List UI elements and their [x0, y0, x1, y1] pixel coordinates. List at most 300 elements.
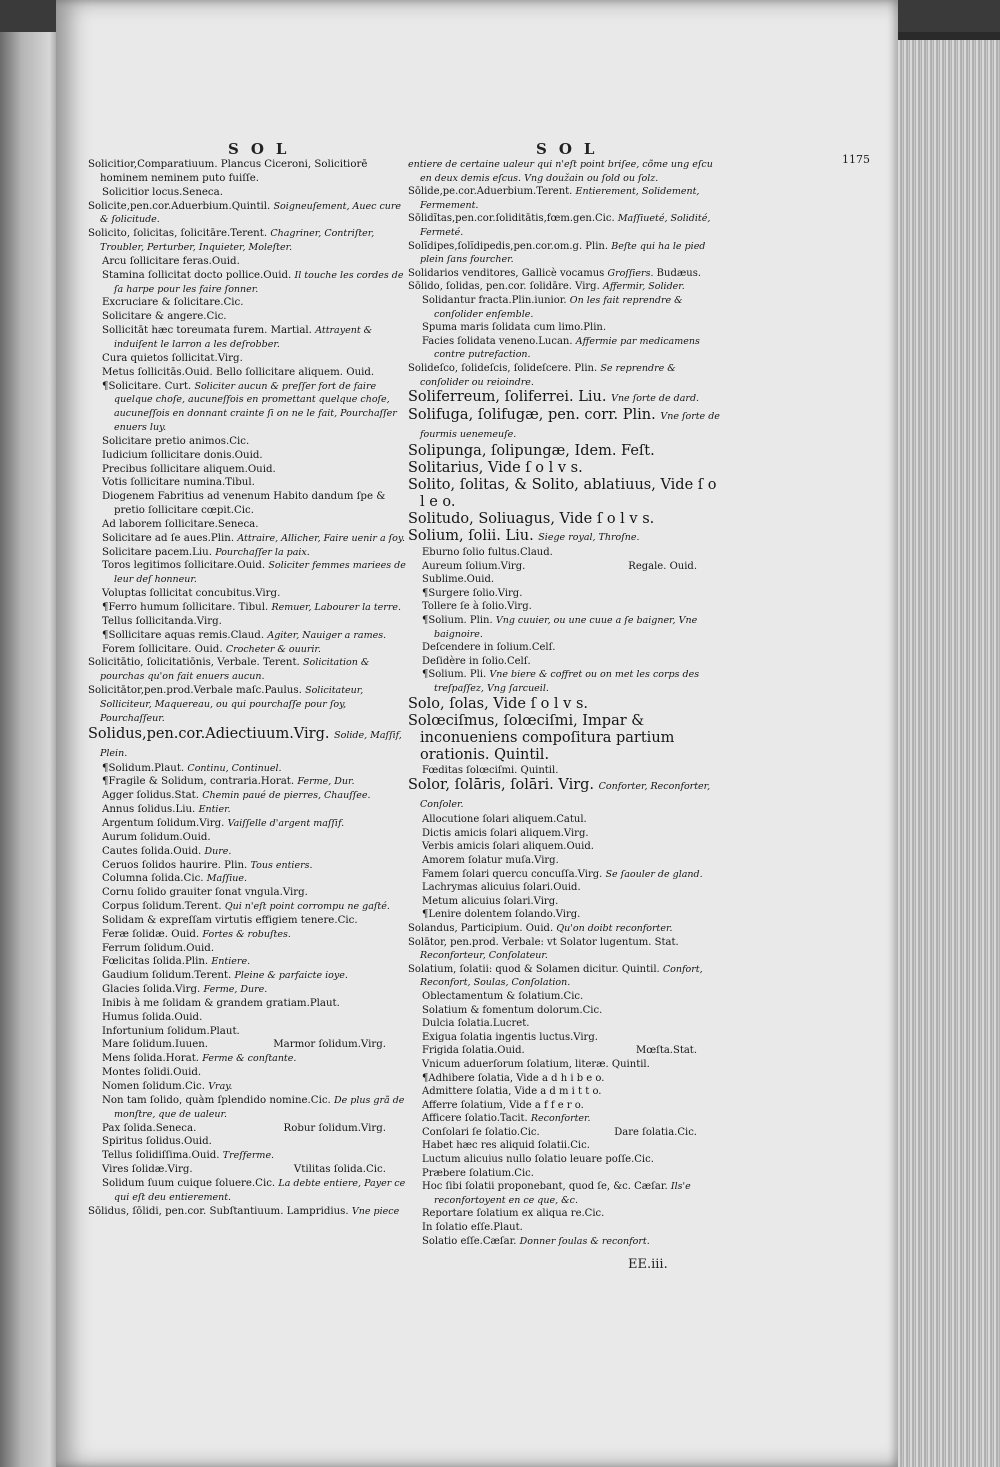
- dictionary-entry: [408, 1072, 721, 1086]
- entry-latin: Aureum ſolium.Virg.: [422, 560, 526, 572]
- entry-latin: Solicitare ad ſe aues.Plin.: [102, 532, 235, 544]
- entry-latin: Ferrum ſolidum.Ouid.: [102, 942, 215, 954]
- dictionary-entry: [408, 881, 721, 895]
- entry-french-gloss: Confort, Reconfort, Soulas, Conſolation.: [420, 963, 703, 989]
- entry-french-gloss: Conforter, Reconforter, Conſoler.: [420, 781, 711, 811]
- entry-french-gloss: Fortes & robuſtes.: [202, 928, 291, 940]
- dictionary-entry: [408, 813, 721, 827]
- dictionary-entry: [408, 477, 721, 511]
- entry-latin: Humus ſolida.Ouid.: [102, 1011, 203, 1023]
- entry-french-gloss: Crocheter & ouurir.: [225, 643, 321, 655]
- dictionary-entry: [88, 762, 410, 776]
- entry-latin: Corpus ſolidum.Terent.: [102, 901, 222, 913]
- dictionary-entry: [408, 240, 721, 267]
- dictionary-entry: [88, 158, 410, 186]
- entry-latin: Feræ ſolidæ. Ouid.: [102, 928, 200, 940]
- entry-latin: Columna ſolida.Cic.: [102, 873, 204, 885]
- dictionary-entry: [408, 1180, 721, 1207]
- entry-latin: ¶Solidum.Plaut.: [102, 762, 185, 774]
- entry-latin: Votis ſollicitare numina.Tibul.: [102, 477, 255, 489]
- entry-latin: Cornu ſolido grauiter ſonat vngula.Virg.: [102, 887, 308, 899]
- dictionary-entry: [88, 1052, 410, 1066]
- entry-french-gloss: Solide, Maſſif, Plein.: [100, 729, 402, 759]
- dictionary-entry: [88, 200, 410, 228]
- dictionary-entry: [88, 463, 410, 477]
- entry-latin: Solĭdipes,ſolĭdipedis,pen.cor.om.g. Plin.: [408, 240, 609, 252]
- dictionary-entry: [88, 476, 410, 490]
- dictionary-entry: [88, 684, 410, 726]
- dictionary-entry: [408, 560, 721, 574]
- entry-latin: Mare ſolidum.Iuuen.: [102, 1039, 209, 1051]
- entry-source: Budæus.: [653, 267, 702, 279]
- entry-latin: Solatio eſſe.Cæſar.: [422, 1235, 517, 1247]
- dictionary-entry: [88, 859, 410, 873]
- entry-latin: Solor, ſolāris, ſolāri. Virg.: [408, 777, 595, 794]
- entry-french-gloss: La debte entiere, Payer ce qui eſt deu entierement.: [114, 1177, 406, 1203]
- entry-latin: Infortunium ſolidum.Plaut.: [102, 1025, 240, 1037]
- dictionary-entry: [88, 186, 410, 200]
- entry-latin: Tellus ſolidiſſima.Ouid.: [102, 1150, 220, 1162]
- entry-latin: Argentum ſolidum.Virg.: [102, 817, 225, 829]
- entry-latin: Sollicitāt hæc toreumata furem. Martial.: [102, 325, 312, 337]
- entry-latin: Afficere ſolatio.Tacit.: [422, 1113, 528, 1125]
- entry-latin: Deſidère in ſolio.Celſ.: [422, 655, 531, 667]
- entry-latin: Solicitare pretio animos.Cic.: [102, 435, 250, 447]
- dictionary-entry: [88, 997, 410, 1011]
- dictionary-entry: [408, 668, 721, 695]
- dictionary-entry: [88, 518, 410, 532]
- dictionary-entry: [408, 407, 721, 443]
- dictionary-entry: [88, 831, 410, 845]
- entry-latin: Sōlidĭtas,pen.cor.ſoliditātis,fœm.gen.Cic.: [408, 213, 615, 225]
- dictionary-entry: [408, 827, 721, 841]
- dictionary-entry: [88, 629, 410, 643]
- entry-latin-secondary: Marmor ſolidum.Virg.: [273, 1039, 386, 1051]
- dictionary-entry: [408, 389, 721, 407]
- entry-french-gloss: Entierement, Solidement, Fermement.: [420, 186, 700, 211]
- entry-french-gloss: Qui n'eſt point corrompu ne gaſté.: [224, 901, 390, 913]
- dictionary-entry: [408, 1044, 721, 1058]
- entry-latin: Solideſco, ſolideſcis, ſolideſcere. Plin.: [408, 362, 598, 374]
- entry-latin: Solicito, ſolicitas, ſolicitāre.Terent.: [88, 228, 268, 240]
- entry-latin: ¶Solium. Plin.: [422, 615, 493, 627]
- entry-latin: Vires ſolidæ.Virg.: [102, 1164, 193, 1176]
- dictionary-entry: [88, 872, 410, 886]
- entry-latin: Glacies ſolida.Virg.: [102, 984, 201, 996]
- entry-french-gloss: Ils'e reconfortoyent en ce que, &c.: [434, 1181, 691, 1206]
- entry-latin: Vnicum aduerſorum ſolatium, literæ. Quintil.: [422, 1058, 650, 1070]
- entry-latin: Solium, ſolii. Liu.: [408, 528, 534, 545]
- dictionary-entry: [408, 1167, 721, 1181]
- entry-french-gloss: Maſſiue.: [206, 873, 248, 885]
- dictionary-entry: [408, 600, 721, 614]
- dictionary-entry: [408, 460, 721, 477]
- entry-latin: Solātor, pen.prod. Verbale: vt Solator lugentum. Stat.: [408, 936, 679, 948]
- dictionary-entry: [408, 1221, 721, 1235]
- dictionary-entry: [408, 655, 721, 669]
- entry-french-gloss: Chemin paué de pierres, Chauſſee.: [202, 790, 371, 802]
- entry-latin: Solicitare pacem.Liu.: [102, 546, 212, 558]
- dictionary-entry: [408, 443, 721, 460]
- entry-french-gloss: On les fait reprendre & conſolider enſemble.: [434, 294, 683, 320]
- entry-french-gloss: Vne ſorte de dard.: [611, 393, 700, 405]
- entry-latin: Precibus ſollicitare aliquem.Ouid.: [102, 463, 276, 475]
- entry-latin: Cura quietos ſollicitat.Virg.: [102, 352, 243, 364]
- entry-french-gloss: Soigneuſement, Auec cure & ſolicitude.: [100, 200, 402, 226]
- dictionary-entry: [88, 324, 410, 352]
- dictionary-entry: [88, 1122, 410, 1136]
- entry-french-gloss: Ferme, Dur.: [297, 776, 355, 788]
- entry-latin: Afferre ſolatium, Vide a f f e r o.: [422, 1099, 584, 1111]
- entry-latin: Allocutione ſolari aliquem.Catul.: [422, 814, 587, 826]
- dictionary-entry: [408, 764, 721, 778]
- entry-latin-secondary: Robur ſolidum.Virg.: [283, 1122, 386, 1134]
- entry-latin: Solidantur fracta.Plin.iunior.: [422, 294, 567, 306]
- entry-latin: Tellus ſollicitanda.Virg.: [102, 615, 222, 627]
- entry-latin: Metus ſollicitās.Ouid. Bello ſollicitare aliquem. Ouid.: [102, 366, 375, 378]
- entry-french-gloss: Vne ſorte de fourmis uenemeuſe.: [420, 411, 720, 441]
- entry-latin: Dulcia ſolatia.Lucret.: [422, 1018, 530, 1030]
- entry-latin: Solidum ſuum cuique ſoluere.Cic.: [102, 1177, 276, 1189]
- entry-latin: Iudicium ſollicitare donis.Ouid.: [102, 449, 263, 461]
- entry-latin: Soliferreum, ſoliferrei. Liu.: [408, 389, 607, 406]
- entry-latin: Lachrymas alicuius ſolari.Ouid.: [422, 882, 581, 894]
- right-column: [408, 158, 721, 1248]
- entry-latin: Solicitātor,pen.prod.Verbale maſc.Paulus.: [88, 685, 302, 697]
- dictionary-entry: [408, 854, 721, 868]
- entry-latin: Admittere ſolatia, Vide a d m i t t o.: [422, 1086, 602, 1098]
- left-column: [88, 158, 410, 1218]
- entry-latin: Amorem ſolatur muſa.Virg.: [422, 855, 559, 866]
- dictionary-entry: [408, 922, 721, 936]
- entry-latin: Spuma maris ſolidata cum limo.Plin.: [422, 322, 607, 334]
- dictionary-entry: [408, 777, 721, 813]
- entry-french-gloss: Pourchaſſer la paix.: [215, 546, 310, 558]
- entry-latin: Sōlidus, ſōlidi, pen.cor. Subſtantiuum. Lampridius.: [88, 1205, 349, 1217]
- dictionary-entry: [88, 1038, 410, 1052]
- dictionary-entry: [408, 1112, 721, 1126]
- entry-latin: Fœlicitas ſolida.Plin.: [102, 956, 209, 968]
- dictionary-entry: [408, 908, 721, 922]
- dictionary-entry: [408, 696, 721, 713]
- entry-french-gloss: Se reprendre & conſolider ou reioindre.: [420, 362, 676, 388]
- dictionary-entry: [408, 868, 721, 882]
- entry-french-gloss: Attraire, Allicher, Faire uenir a ſoy.: [237, 532, 406, 544]
- dictionary-entry: [88, 955, 410, 969]
- entry-latin: Mens ſolida.Horat.: [102, 1053, 200, 1065]
- dictionary-entry: [408, 1126, 721, 1140]
- dictionary-entry: [88, 1177, 410, 1205]
- dictionary-entry: [88, 803, 410, 817]
- dictionary-entry: [88, 900, 410, 914]
- dictionary-entry: [88, 449, 410, 463]
- dictionary-entry: [408, 1004, 721, 1018]
- entry-latin: Exigua ſolatia ingentis luctus.Virg.: [422, 1031, 598, 1043]
- dictionary-entry: [88, 296, 410, 310]
- entry-latin: Solifuga, ſolifugæ, pen. corr. Plin.: [408, 407, 656, 424]
- dictionary-entry: [88, 601, 410, 615]
- dictionary-entry: [88, 1011, 410, 1025]
- dictionary-entry: [88, 775, 410, 789]
- entry-latin-secondary: Mœſta.Stat.: [635, 1045, 697, 1057]
- dictionary-entry: [408, 990, 721, 1004]
- entry-latin: Oblectamentum & ſolatium.Cic.: [422, 990, 584, 1002]
- entry-latin: Sublime.Ouid.: [422, 574, 495, 586]
- entry-french-gloss: Vng cuuier, ou une cuue a ſe baigner, Vne baignoire.: [434, 615, 698, 640]
- entry-latin: Hoc ſibi ſolatii proponebant, quod ſe, &c. Cæſar.: [422, 1181, 668, 1193]
- entry-latin: Solo, ſolas, Vide ſ o l v s.: [408, 695, 589, 712]
- dictionary-entry: [408, 362, 721, 389]
- entry-latin: Solicitior,Comparatiuum. Plancus Ciceroni, Solicitiorē hominem neminem puto fuiſſe.: [88, 159, 368, 184]
- entry-french-gloss: Entiere.: [211, 956, 251, 968]
- entry-latin: Diogenem Fabritius ad venenum Habito dandum ſpe & pretio ſollicitare cœpit.Cic.: [102, 491, 386, 517]
- dictionary-entry: [408, 321, 721, 335]
- entry-latin: Solatium, ſolatii: quod & Solamen dicitur. Quintil.: [408, 963, 660, 975]
- entry-latin: Spiritus ſolidus.Ouid.: [102, 1136, 212, 1148]
- dictionary-entry: [88, 983, 410, 997]
- dictionary-entry: [408, 963, 721, 990]
- entry-french-gloss: Vray.: [208, 1081, 233, 1092]
- dictionary-entry: [408, 280, 721, 294]
- entry-latin: Habet hæc res aliquid ſolatii.Cic.: [422, 1140, 590, 1152]
- dictionary-entry: [88, 643, 410, 657]
- entry-latin: Famem ſolari quercu concuſſa.Virg.: [422, 868, 603, 880]
- dictionary-entry: [88, 255, 410, 269]
- entry-latin-secondary: Dare ſolatia.Cic.: [614, 1126, 697, 1138]
- dictionary-entry: [408, 614, 721, 641]
- dictionary-entry: [88, 789, 410, 803]
- entry-latin: Frigida ſolatia.Ouid.: [422, 1045, 525, 1057]
- dictionary-entry: [88, 1135, 410, 1149]
- entry-latin-secondary: Regale. Ouid.: [628, 560, 697, 572]
- dictionary-entry: [88, 546, 410, 560]
- entry-french-gloss: Groſſiers.: [607, 267, 654, 279]
- entry-latin: Nomen ſolidum.Cic.: [102, 1081, 205, 1092]
- dictionary-entry: [88, 1080, 410, 1094]
- entry-latin: ¶Ferro humum ſollicitare. Tibul.: [102, 602, 269, 613]
- entry-latin: Conſolari ſe ſolatio.Cic.: [422, 1126, 540, 1138]
- dictionary-entry: [88, 886, 410, 900]
- entry-latin: Solidarios venditores, Gallicè vocamus: [408, 267, 605, 279]
- entry-french-gloss: Soliciter femmes mariees de leur deſ honneur.: [114, 560, 406, 586]
- dictionary-entry: [88, 269, 410, 297]
- dictionary-entry: [408, 212, 721, 239]
- dictionary-entry: [88, 1149, 410, 1163]
- dictionary-entry: [88, 615, 410, 629]
- entry-french-gloss: Solicitation & pourchas qu'on fait enuers aucun.: [100, 657, 370, 683]
- page-number: 1175: [842, 153, 870, 166]
- entry-latin: Forem ſollicitare. Ouid.: [102, 643, 223, 655]
- dictionary-entry: [408, 1031, 721, 1045]
- entry-french-gloss: Remuer, Labourer la terre.: [271, 602, 402, 613]
- entry-latin: ¶Solium. Pli.: [422, 669, 487, 681]
- entry-latin: Ad laborem ſollicitare.Seneca.: [102, 518, 259, 530]
- dictionary-entry: [408, 713, 721, 764]
- dictionary-entry: [88, 969, 410, 983]
- entry-latin: Non tam ſolido, quàm ſplendido nomine.Cic.: [102, 1094, 331, 1106]
- dictionary-entry: [408, 1139, 721, 1153]
- dictionary-entry: [88, 435, 410, 449]
- entry-latin: Solœciſmus, ſolœciſmi, Impar & inconueniens compoſitura partium orationis. Quintil.: [408, 712, 675, 763]
- dictionary-entry: [408, 185, 721, 212]
- dictionary-entry: [408, 1153, 721, 1167]
- entry-latin: Voluptas ſollicitat concubitus.Virg.: [102, 588, 281, 600]
- dictionary-entry: [88, 380, 410, 435]
- dictionary-entry: [408, 335, 721, 362]
- dictionary-entry: [408, 528, 721, 546]
- entry-french-gloss: Reconforter.: [530, 1113, 591, 1125]
- entry-french-gloss: Beſte qui ha le pied plein ſans fourcher.: [420, 240, 706, 266]
- entry-french-gloss: Treſferme.: [222, 1150, 275, 1162]
- dictionary-entry: [88, 490, 410, 518]
- entry-latin: Sōlide,pe.cor.Aduerbium.Terent.: [408, 186, 573, 198]
- entry-latin: Arcu ſollicitare feras.Ouid.: [102, 255, 240, 267]
- entry-french-gloss: Entier.: [198, 804, 231, 816]
- dictionary-entry: [88, 1163, 410, 1177]
- entry-french-gloss: Vne piece: [351, 1205, 400, 1217]
- entry-latin: ¶Adhibere ſolatia, Vide a d h i b e o.: [422, 1072, 605, 1084]
- entry-latin: Agger ſolidus.Stat.: [102, 790, 199, 802]
- entry-latin: Stamina ſollicitat docto pollice.Ouid.: [102, 269, 292, 281]
- dictionary-entry: [408, 895, 721, 909]
- entry-latin: Verbis amicis ſolari aliquem.Ouid.: [422, 841, 594, 853]
- entry-french-gloss: Chagriner, Contriſter, Troubler, Perturber, Inquieter, Moleſter.: [100, 228, 375, 254]
- entry-latin: ¶Lenire dolentem ſolando.Virg.: [422, 909, 581, 921]
- entry-latin: Eburno ſolio fultus.Claud.: [422, 547, 553, 559]
- entry-french-gloss: Qu'on doibt reconforter.: [556, 922, 673, 934]
- running-head-right: SOL: [536, 140, 607, 158]
- dictionary-entry: [408, 641, 721, 655]
- entry-french-gloss: Il touche les cordes de ſa harpe pour les faire ſonner.: [114, 269, 404, 295]
- entry-french-gloss: De plus grã de monſtre, que de ualeur.: [114, 1094, 405, 1120]
- entry-latin: Ceruos ſolidos haurire. Plin.: [102, 859, 248, 871]
- entry-latin: Solicite,pen.cor.Aduerbium.Quintil.: [88, 200, 271, 212]
- entry-latin: ¶Solicitare. Curt.: [102, 380, 192, 392]
- entry-french-gloss: Se ſaouler de gland.: [605, 868, 703, 880]
- entry-latin: Montes ſolidi.Ouid.: [102, 1067, 202, 1079]
- entry-latin: Cautes ſolida.Ouid.: [102, 845, 202, 857]
- entry-latin: Solito, ſolitas, & Solito, ablatiuus, Vide ſ o l e o.: [408, 477, 717, 511]
- dictionary-entry: [408, 1085, 721, 1099]
- entry-latin: Toros legitimos ſollicitare.Ouid.: [102, 560, 266, 572]
- dictionary-entry: [408, 158, 721, 185]
- dictionary-entry: [88, 845, 410, 859]
- entry-latin: Annus ſolidus.Liu.: [102, 804, 196, 816]
- dictionary-entry: [88, 817, 410, 831]
- entry-french-gloss: Donner ſoulas & reconfort.: [519, 1235, 650, 1247]
- entry-french-gloss: Ferme & conſtante.: [202, 1053, 297, 1065]
- entry-french-gloss: Agiter, Nauiger a rames.: [267, 629, 387, 641]
- dictionary-entry: [408, 936, 721, 963]
- facing-page-edge: [0, 32, 62, 1467]
- entry-french-gloss: Solicitateur, Solliciteur, Maquereau, ou qui pourchaſſe pour ſoy, Pourchaſſeur.: [100, 685, 364, 724]
- dictionary-entry: [88, 656, 410, 684]
- entry-french-gloss: Affermie par medicamens contre putrefaction.: [434, 335, 700, 361]
- dictionary-entry: [408, 1099, 721, 1113]
- entry-latin: In ſolatio eſſe.Plaut.: [422, 1222, 523, 1234]
- entry-latin: Solitarius, Vide ſ o l v s.: [408, 460, 583, 477]
- entry-latin: Solicitātio, ſolicitatiōnis, Verbale. Terent.: [88, 657, 300, 669]
- dictionary-entry: [408, 511, 721, 528]
- entry-latin: Pax ſolida.Seneca.: [102, 1122, 197, 1134]
- dictionary-entry: [88, 1094, 410, 1122]
- entry-latin-secondary: Vtilitas ſolida.Cic.: [293, 1164, 386, 1176]
- entry-latin: Solidus,pen.cor.Adiectiuum.Virg.: [88, 725, 330, 742]
- dictionary-entry: [88, 532, 410, 546]
- dictionary-entry: [88, 310, 410, 324]
- dictionary-entry: [88, 942, 410, 956]
- entry-latin: Præbere ſolatium.Cic.: [422, 1167, 534, 1179]
- dictionary-entry: [408, 587, 721, 601]
- entry-latin: Sōlido, ſolidas, pen.cor. ſolidāre. Virg.: [408, 281, 600, 293]
- dictionary-entry: [408, 1207, 721, 1221]
- entry-latin: Fœditas ſolœciſmi. Quintil.: [422, 764, 559, 776]
- dictionary-entry: [408, 1017, 721, 1031]
- entry-latin: Reportare ſolatium ex aliqua re.Cic.: [422, 1208, 605, 1220]
- dictionary-entry: [88, 928, 410, 942]
- entry-latin: Inibis à me ſolidam & grandem gratiam.Plaut.: [102, 997, 340, 1009]
- entry-latin: Excruciare & ſolicitare.Cic.: [102, 297, 244, 309]
- running-head-left: SOL: [228, 140, 299, 158]
- entry-french-gloss: Affermir, Solider.: [602, 281, 685, 293]
- entry-french-gloss: Soliciter aucun & preſſer fort de faire quelque choſe, aucuneſfois en promettant quelque choſe, aucuneſſois en donnant crainte ſi on ne le fait, Pourchaſſer enuers luy.: [114, 380, 397, 434]
- dictionary-entry: [88, 227, 410, 255]
- dictionary-entry: [88, 914, 410, 928]
- entry-french-gloss: Vne biere & coffret ou on met les corps des treſpaſſez, Vng ſarcueil.: [434, 669, 700, 695]
- entry-french-gloss: entiere de certaine ualeur qui n'eſt point briſee, cõme ung eſcu en deux demis eſcus. Vng doužain ou ſold ou ſolz.: [408, 159, 713, 184]
- entry-latin: Facies ſolidata veneno.Lucan.: [422, 335, 573, 347]
- entry-french-gloss: Pleine & parfaicte ioye.: [234, 970, 348, 982]
- entry-latin: Deſcendere in ſolium.Celſ.: [422, 642, 556, 654]
- entry-latin: Metum alicuius ſolari.Virg.: [422, 895, 559, 907]
- entry-latin: Solatium & fomentum dolorum.Cic.: [422, 1004, 603, 1016]
- entry-latin: Luctum alicuius nullo ſolatio leuare poſſe.Cic.: [422, 1154, 654, 1166]
- dictionary-entry: [88, 587, 410, 601]
- dictionary-entry: [408, 294, 721, 321]
- dictionary-entry: [408, 573, 721, 587]
- entry-latin: Solipunga, ſolipungæ, Idem. Feſt.: [408, 443, 655, 460]
- entry-latin: Aurum ſolidum.Ouid.: [102, 831, 211, 843]
- dictionary-entry: [408, 1058, 721, 1072]
- entry-french-gloss: Dure.: [204, 845, 232, 857]
- dictionary-entry: [408, 1235, 721, 1249]
- entry-latin: ¶Fragile & Solidum, contraria.Horat.: [102, 776, 295, 788]
- entry-latin: Solicitare & angere.Cic.: [102, 311, 227, 323]
- dictionary-entry: [88, 559, 410, 587]
- dictionary-entry: [88, 1066, 410, 1080]
- dictionary-entry: [408, 546, 721, 560]
- dictionary-entry: [88, 1205, 410, 1219]
- entry-french-gloss: Maſſiueté, Solidité, Fermeté.: [420, 213, 711, 238]
- entry-french-gloss: Attrayent & induiſent le larron a les deſrobber.: [114, 325, 373, 350]
- entry-latin: ¶Sollicitare aquas remis.Claud.: [102, 629, 265, 641]
- dictionary-entry: [88, 366, 410, 380]
- entry-latin: Solidam & expreſſam virtutis effigiem tenere.Cic.: [102, 914, 358, 926]
- entry-latin: Solitudo, Soliuagus, Vide ſ o l v s.: [408, 511, 655, 528]
- dictionary-entry: [408, 840, 721, 854]
- entry-french-gloss: Siege royal, Throſne.: [538, 532, 640, 544]
- entry-latin: ¶Surgere ſolio.Virg.: [422, 587, 523, 599]
- entry-french-gloss: Ferme, Dure.: [203, 984, 268, 996]
- entry-french-gloss: Vaiſſelle d'argent maſſif.: [227, 817, 345, 829]
- entry-french-gloss: Tous entiers.: [250, 859, 313, 871]
- entry-latin: Gaudium ſolidum.Terent.: [102, 970, 232, 982]
- signature-mark: EE.iii.: [628, 1257, 668, 1272]
- dictionary-entry: [88, 726, 410, 762]
- entry-latin: Solicitior locus.Seneca.: [102, 186, 223, 198]
- entry-french-gloss: Continu, Continuel.: [187, 762, 282, 774]
- dictionary-entry: [408, 267, 721, 281]
